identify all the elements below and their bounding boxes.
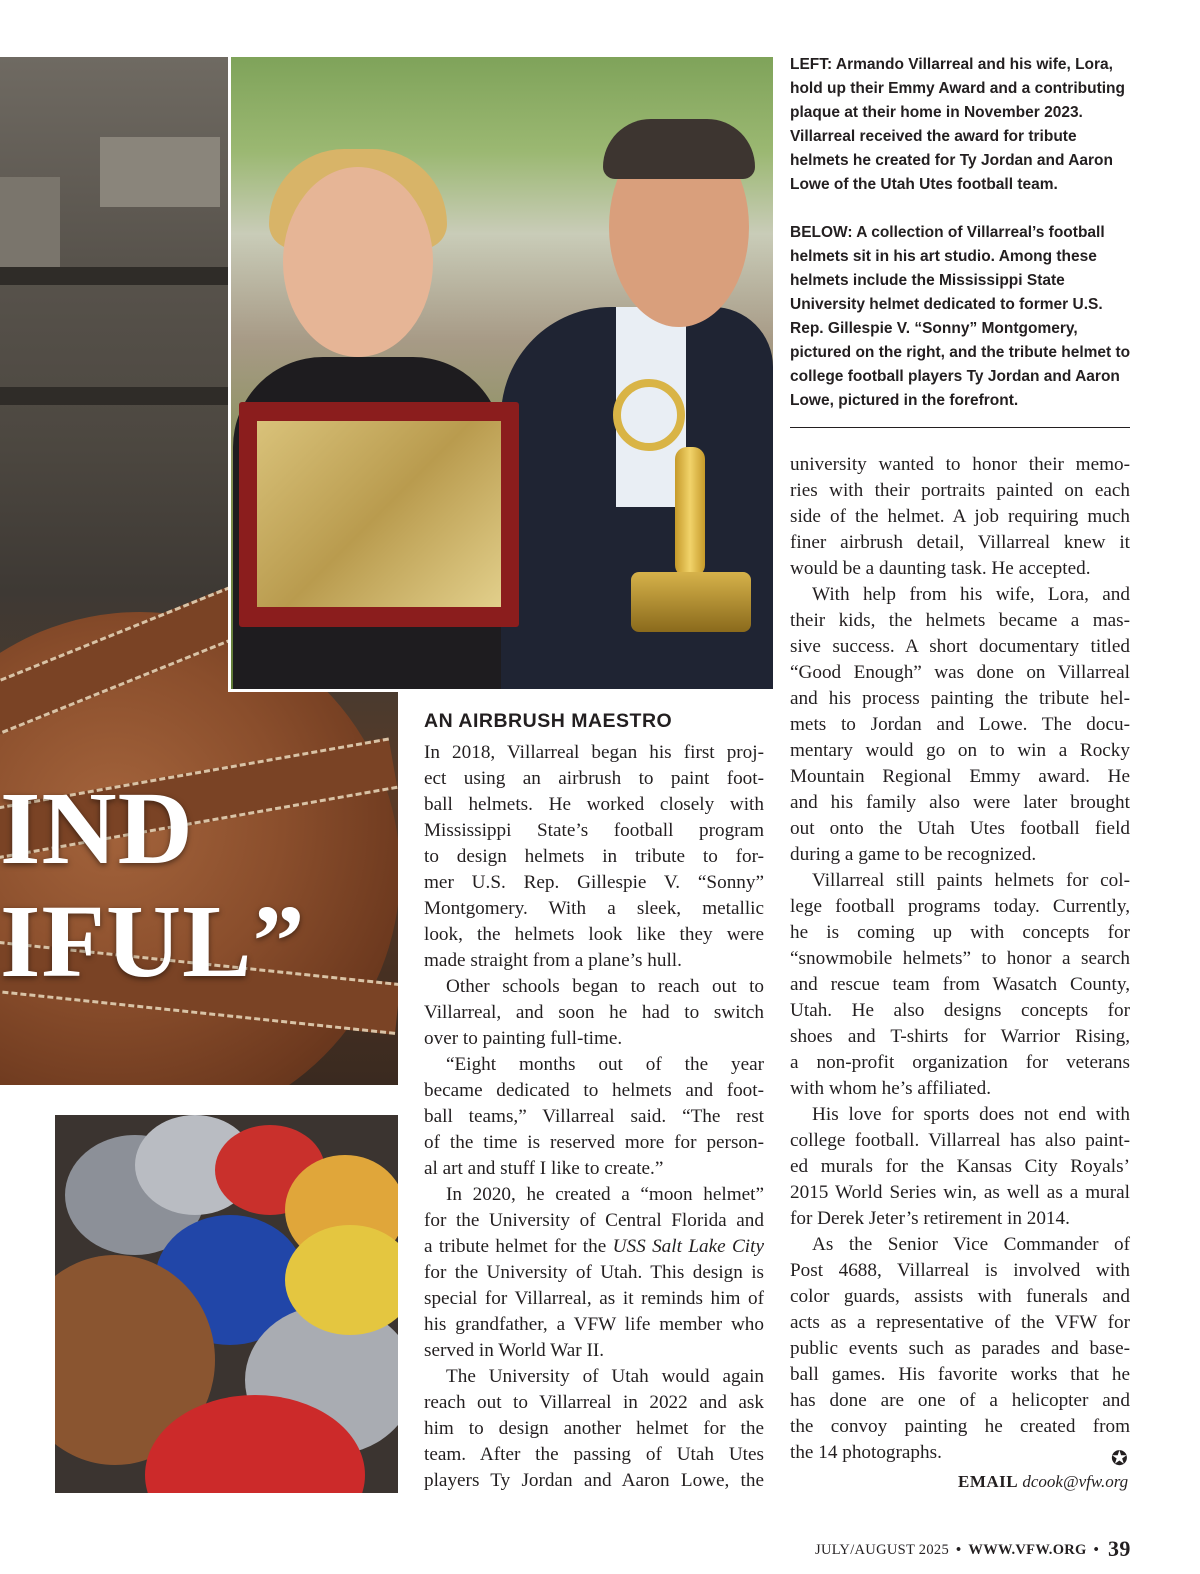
caption-left: LEFT: Armando Villarreal and his wife, Lora, hold up their Emmy Award and a contributing plaque at their home in November 2023. Villarreal received the award for tribute helmets he created for Ty Jordan and Aaron Lowe of the Utah Utes football team. bbox=[790, 56, 1125, 193]
section-heading: AN AIRBRUSH MAESTRO bbox=[424, 710, 673, 732]
text-line: for Derek Jeter’s retirement in 2014. bbox=[790, 1208, 1070, 1229]
text-line: Mississippi State’s football program bbox=[424, 820, 764, 841]
text-line: ball helmets. He worked closely with bbox=[424, 794, 764, 815]
caption-divider bbox=[790, 427, 1130, 428]
text-line: acts as a representative of the VFW for bbox=[790, 1312, 1130, 1333]
text-line: the convoy painting he created from bbox=[790, 1416, 1130, 1437]
author-email bbox=[958, 1472, 1128, 1492]
text-line: Other schools began to reach out to bbox=[446, 976, 764, 997]
text-line: would be a daunting task. He accepted. bbox=[790, 558, 1091, 579]
couple-emmy-photo bbox=[228, 57, 773, 692]
text-line: ect using an airbrush to paint foot- bbox=[424, 768, 764, 789]
text-line: ball games. His favorite works that he bbox=[790, 1364, 1130, 1385]
headline-fragment-2: IFUL” bbox=[0, 884, 306, 999]
text-line: ries with their portraits painted on each bbox=[790, 480, 1130, 501]
text-line: mets to Jordan and Lowe. The docu- bbox=[790, 714, 1130, 735]
text-line: and rescue team from Wasatch County, bbox=[790, 974, 1130, 995]
page-footer bbox=[815, 1534, 1131, 1560]
text-line: Villarreal still paints helmets for col- bbox=[812, 870, 1130, 891]
text-line: a non-profit organization for veterans bbox=[790, 1052, 1130, 1073]
footer-separator: • bbox=[956, 1542, 962, 1558]
text-line: to design helmets in tribute to for- bbox=[424, 846, 764, 867]
text-line: In 2018, Villarreal began his first proj- bbox=[424, 742, 764, 763]
text-line: out onto the Utah Utes football field bbox=[790, 818, 1130, 839]
text-line: for the University of Central Florida and bbox=[424, 1210, 764, 1231]
text-line: made straight from a plane’s hull. bbox=[424, 950, 682, 971]
page-number: 39 bbox=[1108, 1536, 1131, 1561]
text-line: lege football programs today. Currently, bbox=[790, 896, 1130, 917]
text-line: served in World War II. bbox=[424, 1340, 605, 1361]
text-line: during a game to be recognized. bbox=[790, 844, 1037, 865]
text-line: reach out to Villarreal in 2022 and ask bbox=[424, 1392, 764, 1413]
text-line: His love for sports does not end with bbox=[812, 1104, 1130, 1125]
text-line: “snowmobile helmets” to honor a search bbox=[790, 948, 1130, 969]
text-line: ball teams,” Villarreal said. “The rest bbox=[424, 1106, 764, 1127]
text-line: and his family also were later brought bbox=[790, 792, 1130, 813]
text-line: 2015 World Series win, as well as a mural bbox=[790, 1182, 1130, 1203]
text-line: he is coming up with concepts for bbox=[790, 922, 1130, 943]
text-line: look, the helmets look like they were bbox=[424, 924, 764, 945]
text-line: for the University of Utah. This design is bbox=[424, 1262, 764, 1283]
text-line: Mountain Regional Emmy award. He bbox=[790, 766, 1130, 787]
body-column-middle bbox=[424, 740, 764, 1494]
italic-ship-name: USS Salt Lake City bbox=[612, 1236, 764, 1257]
text-line: public events such as parades and base- bbox=[790, 1338, 1130, 1359]
text-line: Post 4688, Villarreal is involved with bbox=[790, 1260, 1130, 1281]
text-line: shoes and T-shirts for Warrior Rising, bbox=[790, 1026, 1130, 1047]
text-line: mer U.S. Rep. Gillespie V. “Sonny” bbox=[424, 872, 764, 893]
website: WWW.VFW.ORG bbox=[968, 1542, 1087, 1558]
text-line: their kids, the helmets became a mas- bbox=[790, 610, 1130, 631]
text-line: a tribute helmet for the USS Salt Lake City bbox=[424, 1236, 764, 1257]
helmet-collection-photo bbox=[55, 1115, 398, 1493]
text-line: team. After the passing of Utah Utes bbox=[424, 1444, 764, 1465]
text-line: has done are one of a helicopter and bbox=[790, 1390, 1130, 1411]
text-line: of the time is reserved more for person- bbox=[424, 1132, 764, 1153]
text-line: college football. Villarreal has also paint- bbox=[790, 1130, 1130, 1151]
text-line: ed murals for the Kansas City Royals’ bbox=[790, 1156, 1130, 1177]
text-line: side of the helmet. A job requiring much bbox=[790, 506, 1130, 527]
photo-captions bbox=[790, 53, 1135, 413]
text-line: finer airbrush detail, Villarreal knew it bbox=[790, 532, 1130, 553]
email-address: dcook@vfw.org bbox=[1022, 1472, 1129, 1491]
text-line: Montgomery. With a sleek, metallic bbox=[424, 898, 764, 919]
end-of-story-icon: ✪ bbox=[1111, 1446, 1128, 1470]
text-line: sive success. A short documentary titled bbox=[790, 636, 1130, 657]
text-line: university wanted to honor their memo- bbox=[790, 454, 1130, 475]
text-line: mentary would go on to win a Rocky bbox=[790, 740, 1130, 761]
text-line: his grandfather, a VFW life member who bbox=[424, 1314, 764, 1335]
text-line: special for Villarreal, as it reminds him of bbox=[424, 1288, 764, 1309]
footer-separator: • bbox=[1093, 1542, 1100, 1558]
text-line: As the Senior Vice Commander of bbox=[812, 1234, 1130, 1255]
text-line: al art and stuff I like to create.” bbox=[424, 1158, 664, 1179]
text-line: and his process painting the tribute hel- bbox=[790, 688, 1130, 709]
text-line: became dedicated to helmets and foot- bbox=[424, 1080, 764, 1101]
body-column-right bbox=[790, 452, 1130, 1466]
email-label: EMAIL bbox=[958, 1472, 1019, 1491]
text-line: the 14 photographs. bbox=[790, 1442, 942, 1463]
text-line: Villarreal, and soon he had to switch bbox=[424, 1002, 764, 1023]
text-line: players Ty Jordan and Aaron Lowe, the bbox=[424, 1470, 764, 1491]
issue-date: JULY/AUGUST 2025 bbox=[815, 1542, 949, 1558]
text-line: with whom he’s affiliated. bbox=[790, 1078, 992, 1099]
text-line: “Eight months out of the year bbox=[446, 1054, 764, 1075]
headline-fragment-1: IND bbox=[0, 771, 194, 886]
caption-below: BELOW: A collection of Villarreal’s football helmets sit in his art studio. Among these helmets include the Mississippi State University helmet dedicated to former U.S. Rep. Gillespie V. “Sonny” Montgomery, pictured on the right, and the tribute helmet to college football players Ty Jordan and Aaron Lowe, pictured in the forefront. bbox=[790, 224, 1131, 409]
text-line: The University of Utah would again bbox=[446, 1366, 764, 1387]
text-line: In 2020, he created a “moon helmet” bbox=[446, 1184, 764, 1205]
text-line: over to painting full-time. bbox=[424, 1028, 623, 1049]
text-line: With help from his wife, Lora, and bbox=[812, 584, 1130, 605]
text-line: him to design another helmet for the bbox=[424, 1418, 764, 1439]
text-line: Utah. He also designs concepts for bbox=[790, 1000, 1130, 1021]
text-line: “Good Enough” was done on Villarreal bbox=[790, 662, 1130, 683]
text-line: color guards, assists with funerals and bbox=[790, 1286, 1130, 1307]
emmy-statuette bbox=[675, 447, 705, 577]
